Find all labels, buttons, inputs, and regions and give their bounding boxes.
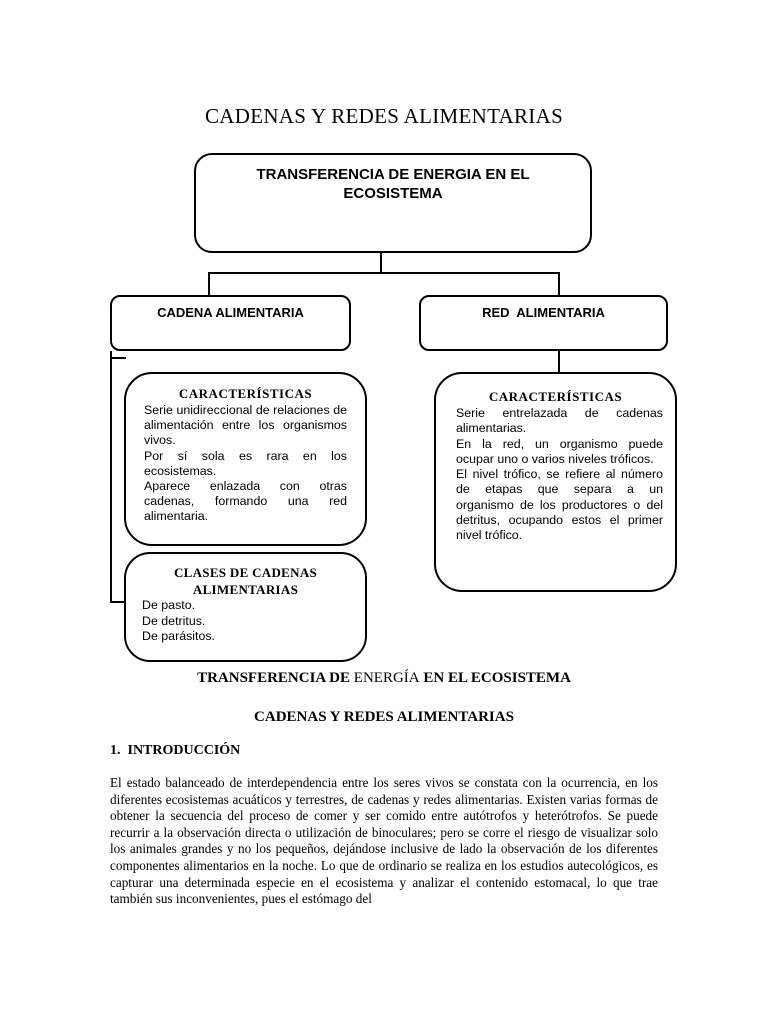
characteristic-item: El nivel trófico, se refiere al número de etapas que separa a un organismo de los productores o del detritus, ocupando estos el primer nivel trófico. xyxy=(456,467,663,543)
connector-line xyxy=(558,351,560,374)
food-chain-label: CADENA ALIMENTARIA xyxy=(157,305,304,320)
intro-heading: 1. INTRODUCCIÓN xyxy=(110,743,241,758)
section-title xyxy=(0,670,768,687)
characteristic-item: Serie unidireccional de relaciones de alimentación entre los organismos vivos. xyxy=(144,403,347,448)
classes-heading-line: ALIMENTARIAS xyxy=(192,582,299,597)
food-web-characteristics-box xyxy=(434,372,677,592)
section-title-part: TRANSFERENCIA DE xyxy=(197,670,354,686)
intro-heading-text: INTRODUCCIÓN xyxy=(127,743,241,758)
characteristic-item: Por sí sola es rara en los ecosistemas. xyxy=(144,448,347,478)
page-title: CADENAS Y REDES ALIMENTARIAS xyxy=(204,104,564,128)
class-item: De detritus. xyxy=(142,613,206,628)
characteristics-list xyxy=(144,403,347,525)
food-web-label: RED ALIMENTARIA xyxy=(482,305,605,320)
connector-line xyxy=(110,357,126,359)
class-item: De pasto. xyxy=(142,598,196,612)
section-title-part: EN EL ECOSISTEMA xyxy=(419,670,571,686)
top-box-label: TRANSFERENCIA DE ENERGIA EN EL ECOSISTEMA xyxy=(256,166,530,202)
class-item: De parásitos. xyxy=(142,629,216,643)
characteristics-list xyxy=(456,406,663,544)
intro-paragraph: El estado balanceado de interdependencia entre los seres vivos se constata con la ocurrencia, en los diferentes ecosistemas acuáticos y terrestres, de cadenas y redes alimentarias. Existen varias formas de obtener la secuencia del proceso de comer y ser comido entre autótrofos y heterótrofos. Se puede recurrir a la observación directa o utilización de binoculares; pero se corre el riesgo de visualizar solo los animales grandes y no los pequeños, dejándose inclusive de lado la observación de los diferentes componentes alimentarios en la noche. Lo que de ordinario se realiza en los estudios autecológicos, es capturar una determinada especie en el ecosistema y analizar el contenido estomacal, lo que trae también sus inconvenientes, pues el estómago del xyxy=(110,775,658,907)
connector-line xyxy=(208,272,560,274)
connector-line xyxy=(558,272,560,296)
section-subtitle: CADENAS Y REDES ALIMENTARIAS xyxy=(254,709,514,725)
intro-number: 1 xyxy=(110,743,117,758)
food-chain-characteristics-box xyxy=(124,372,367,546)
characteristics-heading: CARACTERÍSTICAS xyxy=(488,389,623,404)
classes-list xyxy=(142,598,355,645)
section-title-part: ENERGÍA xyxy=(353,670,420,686)
characteristic-item: En la red, un organismo puede ocupar uno o varios niveles tróficos. xyxy=(456,436,663,466)
food-web-box xyxy=(419,295,668,351)
characteristic-item: Serie entrelazada de cadenas alimentarias. xyxy=(456,406,663,436)
chain-classes-box xyxy=(124,552,367,662)
characteristic-item: Aparece enlazada con otras cadenas, formando una red alimentaria. xyxy=(144,479,347,524)
connector-line xyxy=(110,351,112,603)
connector-line xyxy=(380,253,382,273)
food-chain-box xyxy=(110,295,351,351)
classes-heading xyxy=(126,564,365,598)
top-box-energy-transfer xyxy=(194,153,592,253)
characteristics-heading: CARACTERÍSTICAS xyxy=(178,386,313,401)
connector-line xyxy=(208,272,210,296)
classes-heading-line: CLASES DE CADENAS xyxy=(173,565,318,580)
